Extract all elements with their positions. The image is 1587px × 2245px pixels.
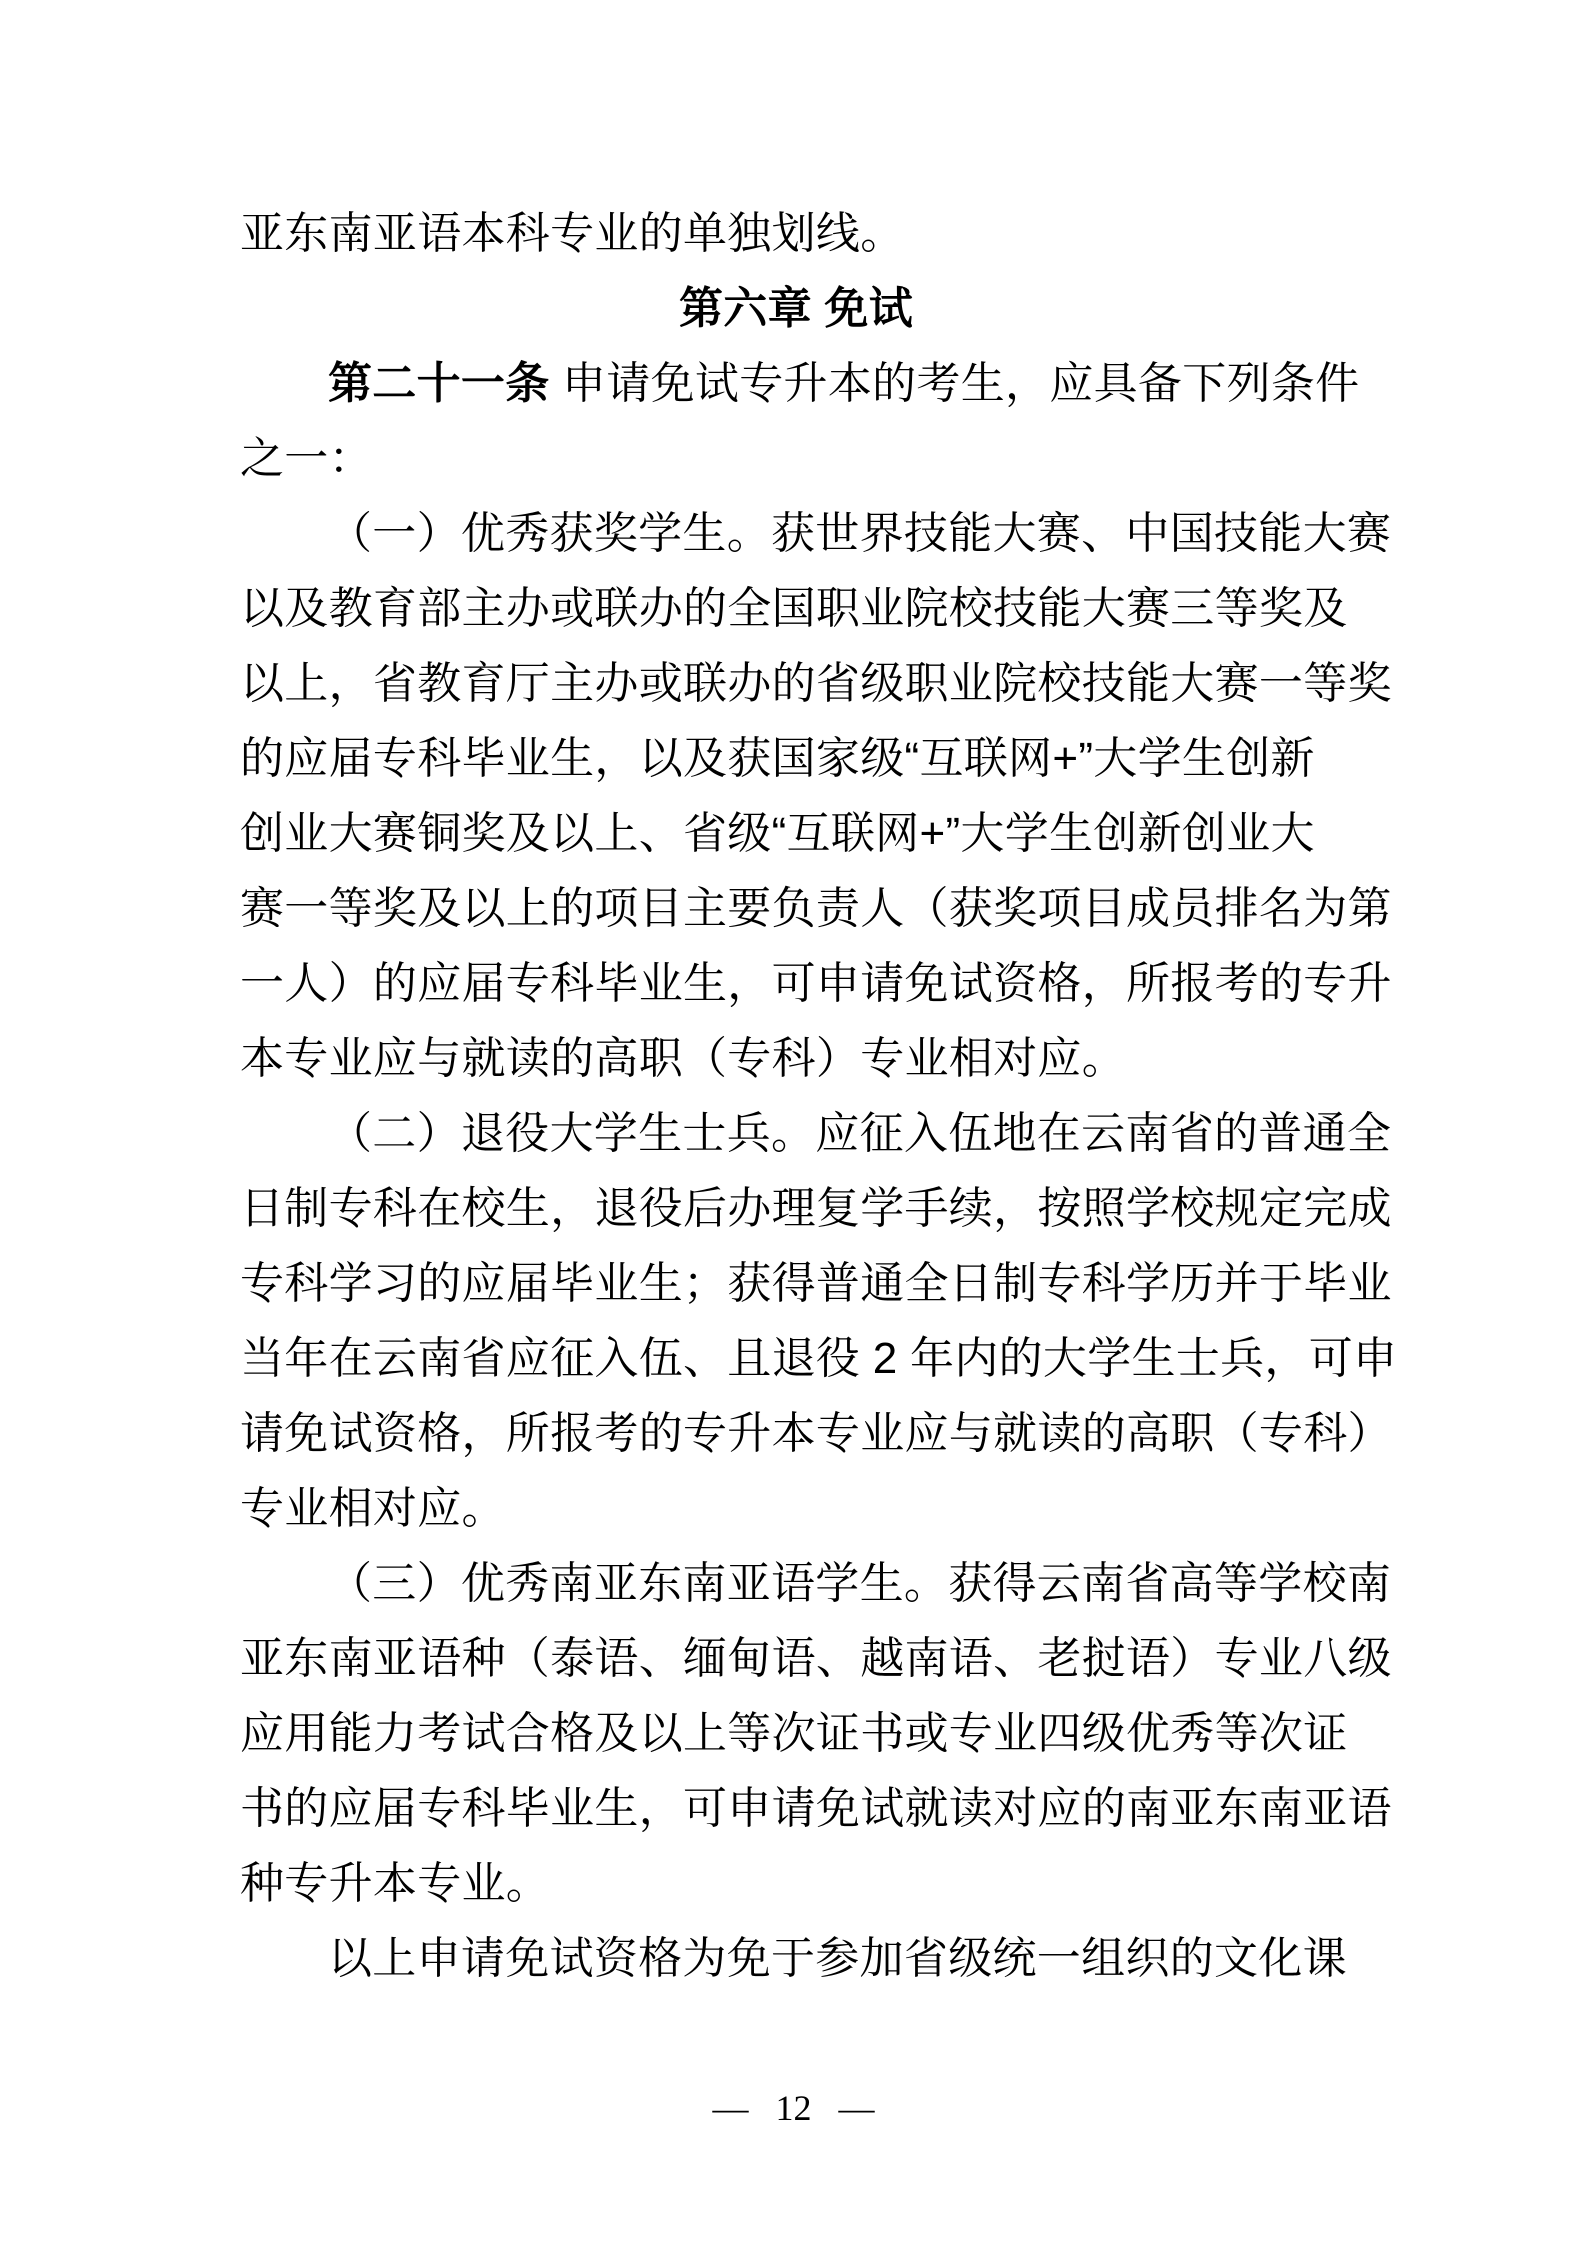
clause-number: 第二十一条 [328,359,550,408]
chapter-heading: 第六章 免试 [678,284,914,333]
text-line: 种专升本专业。 [240,1859,551,1908]
text-line: （三）优秀南亚东南亚语学生。获得云南省高等学校南 [328,1559,1392,1608]
text-line: 一人）的应届专科毕业生，可申请免试资格，所报考的专升 [240,959,1392,1008]
text-line: 请免试资格，所报考的专升本专业应与就读的高职（专科） [240,1409,1392,1458]
clause-text: 申请免试专升本的考生，应具备下列条件 [549,359,1360,408]
text-line: 以上申请免试资格为免于参加省级统一组织的文化课 [328,1934,1347,1983]
text-line [240,346,1360,421]
text-line: 赛一等奖及以上的项目主要负责人（获奖项目成员排名为第 [240,884,1392,933]
text-line: 创业大赛铜奖及以上、省级“互联网+”大学生创新创业大 [240,809,1315,858]
footer-dash-left: — [712,2088,749,2128]
text-line: 以及教育部主办或联办的全国职业院校技能大赛三等奖及 [240,584,1348,633]
text-line: 之一： [240,434,373,483]
document-body [240,196,1398,1996]
page-number: 12 [775,2088,812,2128]
footer-dash-right: — [838,2088,875,2128]
text-line: （二）退役大学生士兵。应征入伍地在云南省的普通全 [328,1109,1392,1158]
page-footer [0,2086,1587,2130]
text-line: 日制专科在校生，退役后办理复学手续，按照学校规定完成 [240,1184,1392,1233]
text-line: 当年在云南省应征入伍、且退役 2 年内的大学生士兵，可申 [240,1334,1398,1383]
text-line: 亚东南亚语本科专业的单独划线。 [240,209,905,258]
text-line: （一）优秀获奖学生。获世界技能大赛、中国技能大赛 [328,509,1392,558]
text-line: 书的应届专科毕业生，可申请免试就读对应的南亚东南亚语 [240,1784,1392,1833]
text-line: 的应届专科毕业生，以及获国家级“互联网+”大学生创新 [240,734,1315,783]
text-line: 以上，省教育厅主办或联办的省级职业院校技能大赛一等奖 [240,659,1392,708]
text-line: 亚东南亚语种（泰语、缅甸语、越南语、老挝语）专业八级 [240,1634,1392,1683]
text-line: 专业相对应。 [240,1484,506,1533]
text-line: 本专业应与就读的高职（专科）专业相对应。 [240,1034,1126,1083]
text-line: 专科学习的应届毕业生；获得普通全日制专科学历并于毕业 [240,1259,1392,1308]
text-line: 应用能力考试合格及以上等次证书或专业四级优秀等次证 [240,1709,1348,1758]
